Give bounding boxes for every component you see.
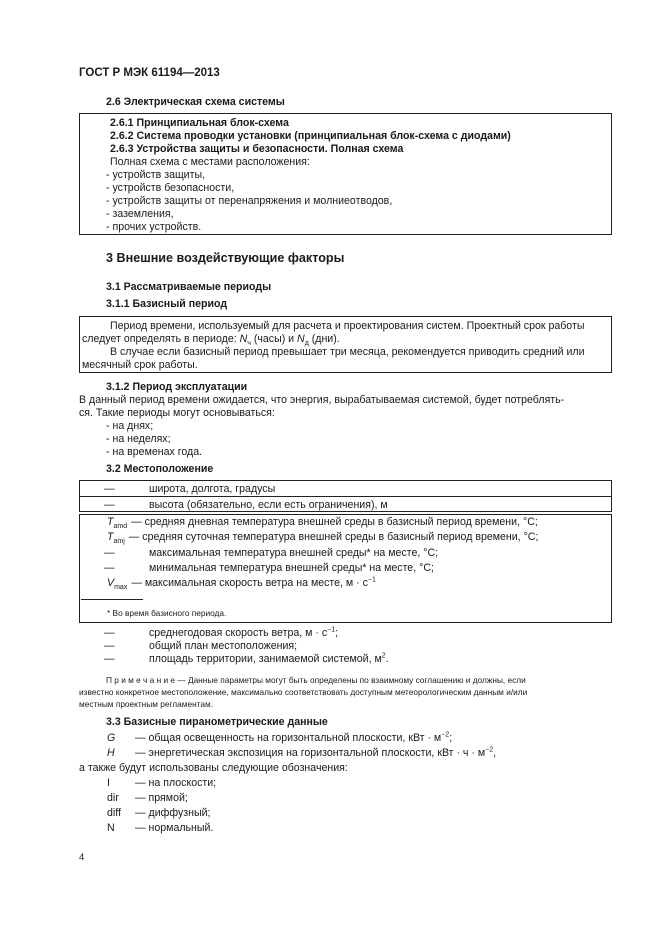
operation-period-p1: В данный период времени ожидается, что энергия, вырабатываемая системой, будет потреблять-	[79, 394, 565, 406]
base-period-p2a: В случае если базисный период превышает три месяца, рекомендуется приводить средний или	[110, 346, 585, 358]
site-plan: общий план местоположения;	[149, 640, 298, 652]
designation-text: — прямой;	[135, 792, 188, 804]
full-scheme-intro: Полная схема с местами расположения:	[110, 156, 310, 168]
designation-symbol: I	[107, 777, 110, 789]
dash: —	[104, 483, 115, 495]
g-definition: — общая освещенность на горизонтальной плоскости, кВт · $м^{-2}$;	[135, 731, 453, 744]
list-item: - заземления,	[106, 208, 174, 220]
item-2-6-3: 2.6.3 Устройства защиты и безопасности. Полная схема	[110, 143, 404, 155]
dash: —	[104, 640, 115, 652]
section-3-2-title: 3.2 Местоположение	[106, 463, 214, 475]
section-2-6-title: 2.6 Электрическая схема системы	[106, 96, 285, 108]
dash: —	[104, 562, 115, 574]
v-max-row: $V_{max}$ — максимальная скорость ветра на месте, $м \cdot с^{-1}$	[107, 576, 376, 592]
item-2-6-2: 2.6.2 Система проводки установки (принципиальная блок-схема с диодами)	[110, 130, 511, 142]
designation-symbol: diff	[107, 807, 121, 819]
list-item: - устройств защиты от перенапряжения и молниеотводов,	[106, 195, 393, 207]
section-3-3-title: 3.3 Базисные пиранометрические данные	[106, 716, 328, 728]
designation-text: — на плоскости;	[135, 777, 217, 789]
max-temperature: максимальная температура внешней среды* на месте, °C;	[149, 547, 439, 559]
t-amd-row: $T_{amd}$ — средняя дневная температура внешней среды в базисный период времени, °C;	[107, 516, 538, 531]
dash: —	[104, 499, 115, 511]
section-3-title: 3 Внешние воздействующие факторы	[106, 251, 345, 265]
dash: —	[104, 653, 115, 665]
annual-wind-speed: среднегодовая скорость ветра, $м \cdot с^{-1}$;	[149, 626, 339, 639]
t-amj-row: $T_{amj}$ — средняя суточная температура внешней среды в базисный период времени, °C;	[107, 531, 539, 546]
list-item: - на временах года.	[106, 446, 203, 458]
base-period-p1a: Период времени, используемый для расчета и проектирования систем. Проектный срок работы	[110, 320, 585, 332]
item-2-6-1: 2.6.1 Принципиальная блок-схема	[110, 117, 289, 129]
page-number: 4	[79, 852, 85, 863]
section-3-1-title: 3.1 Рассматриваемые периоды	[106, 281, 272, 293]
g-symbol: G	[107, 732, 116, 744]
list-item: - прочих устройств.	[106, 221, 202, 233]
operation-period-p2: ся. Такие периоды могут основываться:	[79, 407, 275, 419]
designation-text: — нормальный.	[135, 822, 214, 834]
dash: —	[104, 627, 115, 639]
site-area: площадь территории, занимаемой системой, $м^2$.	[149, 652, 389, 665]
also-designations: а также будут использованы следующие обозначения:	[79, 762, 348, 774]
h-definition: — энергетическая экспозиция на горизонтальной плоскости, кВт · $ч \cdot м^{-2}$,	[135, 746, 497, 759]
base-period-p1b: следует определять в периоде: $N_ч$ (часы) и $N_д$ (дни).	[82, 333, 340, 348]
designation-symbol: N	[107, 822, 115, 834]
h-symbol: H	[107, 747, 115, 759]
location-altitude: высота (обязательно, если есть ограничения), м	[149, 499, 388, 511]
list-item: - на неделях;	[106, 433, 171, 445]
row-divider	[79, 496, 612, 497]
list-item: - на днях;	[106, 420, 154, 432]
footnote: * Во время базисного периода.	[107, 608, 227, 618]
designation-text: — диффузный;	[135, 807, 211, 819]
note-line-1: П р и м е ч а н и е — Данные параметры могут быть определены по взаимному соглашению и должны, если	[106, 675, 526, 685]
list-item: - устройств безопасности,	[106, 182, 235, 194]
min-temperature: минимальная температура внешней среды* на месте, °C;	[149, 562, 434, 574]
section-3-1-1-title: 3.1.1 Базисный период	[106, 298, 228, 310]
footnote-rule	[81, 599, 143, 600]
section-3-1-2-title: 3.1.2 Период эксплуатации	[106, 381, 248, 393]
document-header: ГОСТ Р МЭК 61194—2013	[79, 67, 220, 79]
location-coordinates: широта, долгота, градусы	[149, 483, 276, 495]
dash: —	[104, 547, 115, 559]
list-item: - устройств защиты,	[106, 169, 206, 181]
base-period-p2b: месячный срок работы.	[82, 359, 198, 371]
note-line-2: известно конкретное местоположение, максимально соответствовать доступным метеорологическим данным и/или	[79, 687, 528, 697]
note-line-3: местным проектным регламентам.	[79, 699, 213, 709]
designation-symbol: dir	[107, 792, 119, 804]
